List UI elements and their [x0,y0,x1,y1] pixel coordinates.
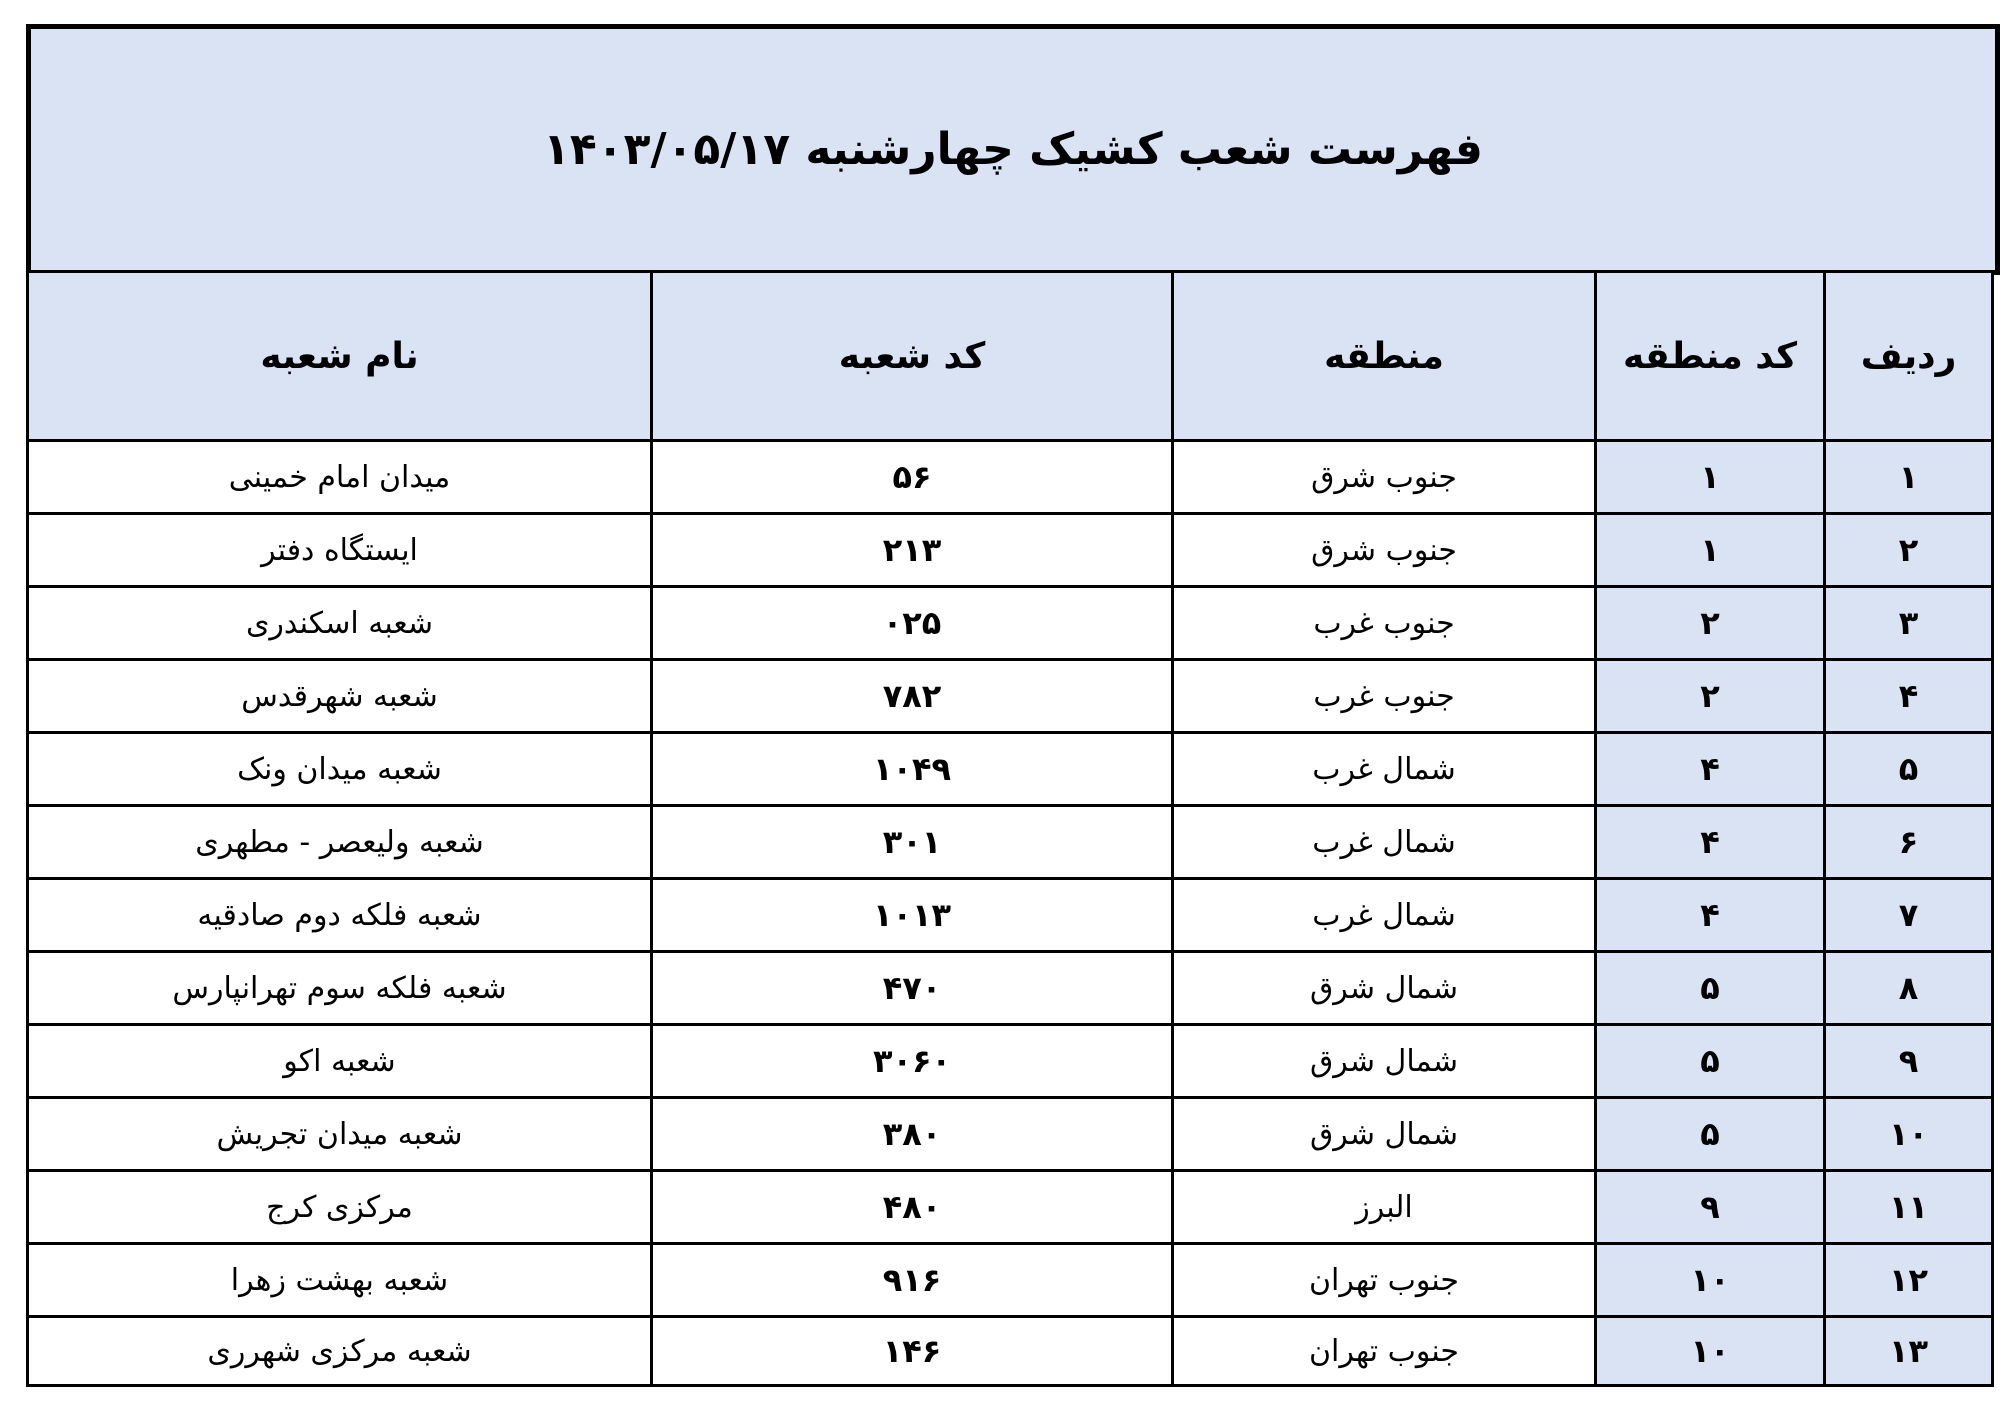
table-row [28,952,1993,1025]
region-cell: جنوب غرب [1173,587,1596,660]
table-row [28,879,1993,952]
region-code-cell: ۱ [1596,514,1825,587]
branch-name-cell: شعبه مرکزی شهرری [28,1317,652,1386]
branch-name-cell: شعبه ولیعصر - مطهری [28,806,652,879]
branches-table [26,270,1994,1387]
region-cell: جنوب شرق [1173,514,1596,587]
region-cell: شمال شرق [1173,1098,1596,1171]
row-number-cell: ۱ [1825,441,1993,514]
table-row [28,806,1993,879]
branch-name-cell: میدان امام خمینی [28,441,652,514]
branch-code-cell: ۷۸۲ [652,660,1173,733]
region-code-cell: ۱ [1596,441,1825,514]
table-row [28,441,1993,514]
table-row [28,1317,1993,1386]
region-code-cell: ۹ [1596,1171,1825,1244]
duty-branches-sheet [26,24,1998,1423]
region-cell: جنوب تهران [1173,1317,1596,1386]
row-number-cell: ۶ [1825,806,1993,879]
region-code-cell: ۵ [1596,1098,1825,1171]
branch-name-cell: شعبه میدان ونک [28,733,652,806]
region-code-cell: ۲ [1596,660,1825,733]
branch-code-cell: ۳۸۰ [652,1098,1173,1171]
table-row [28,1025,1993,1098]
region-code-cell: ۱۰ [1596,1317,1825,1386]
page-title: فهرست شعب کشیک چهارشنبه ۱۴۰۳/۰۵/۱۷ [543,124,1483,175]
row-number-cell: ۱۳ [1825,1317,1993,1386]
branch-name-cell: شعبه اکو [28,1025,652,1098]
row-number-cell: ۳ [1825,587,1993,660]
table-row [28,1244,1993,1317]
branch-code-cell: ۹۱۶ [652,1244,1173,1317]
header-branch-name: نام شعبه [28,272,652,441]
region-cell: شمال غرب [1173,733,1596,806]
region-code-cell: ۵ [1596,952,1825,1025]
title-band [26,24,2000,275]
region-cell: شمال شرق [1173,1025,1596,1098]
region-cell: جنوب تهران [1173,1244,1596,1317]
branch-name-cell: مرکزی کرج [28,1171,652,1244]
branch-name-cell: شعبه شهرقدس [28,660,652,733]
row-number-cell: ۹ [1825,1025,1993,1098]
branch-code-cell: ۰۲۵ [652,587,1173,660]
table-row [28,1098,1993,1171]
region-cell: جنوب شرق [1173,441,1596,514]
branch-name-cell: شعبه فلکه سوم تهرانپارس [28,952,652,1025]
header-row-number: ردیف [1825,272,1993,441]
branch-code-cell: ۱۰۱۳ [652,879,1173,952]
row-number-cell: ۷ [1825,879,1993,952]
region-code-cell: ۴ [1596,879,1825,952]
region-code-cell: ۴ [1596,806,1825,879]
table-row [28,514,1993,587]
header-branch-code: کد شعبه [652,272,1173,441]
header-region: منطقه [1173,272,1596,441]
branch-code-cell: ۴۷۰ [652,952,1173,1025]
branch-code-cell: ۳۰۱ [652,806,1173,879]
table-row [28,587,1993,660]
branch-name-cell: شعبه بهشت زهرا [28,1244,652,1317]
branch-code-cell: ۱۴۶ [652,1317,1173,1386]
row-number-cell: ۸ [1825,952,1993,1025]
region-code-cell: ۱۰ [1596,1244,1825,1317]
region-cell: جنوب غرب [1173,660,1596,733]
region-code-cell: ۲ [1596,587,1825,660]
region-code-cell: ۴ [1596,733,1825,806]
branch-code-cell: ۴۸۰ [652,1171,1173,1244]
branch-name-cell: شعبه اسکندری [28,587,652,660]
branch-name-cell: شعبه فلکه دوم صادقیه [28,879,652,952]
row-number-cell: ۵ [1825,733,1993,806]
row-number-cell: ۲ [1825,514,1993,587]
row-number-cell: ۴ [1825,660,1993,733]
branch-code-cell: ۲۱۳ [652,514,1173,587]
row-number-cell: ۱۰ [1825,1098,1993,1171]
branch-code-cell: ۳۰۶۰ [652,1025,1173,1098]
region-cell: شمال غرب [1173,806,1596,879]
table-row [28,733,1993,806]
header-row [28,272,1993,441]
table-row [28,1171,1993,1244]
header-region-code: کد منطقه [1596,272,1825,441]
region-cell: البرز [1173,1171,1596,1244]
branch-name-cell: ایستگاه دفتر [28,514,652,587]
row-number-cell: ۱۲ [1825,1244,1993,1317]
branch-code-cell: ۵۶ [652,441,1173,514]
branch-code-cell: ۱۰۴۹ [652,733,1173,806]
branch-name-cell: شعبه میدان تجریش [28,1098,652,1171]
row-number-cell: ۱۱ [1825,1171,1993,1244]
region-cell: شمال غرب [1173,879,1596,952]
region-cell: شمال شرق [1173,952,1596,1025]
table-row [28,660,1993,733]
region-code-cell: ۵ [1596,1025,1825,1098]
